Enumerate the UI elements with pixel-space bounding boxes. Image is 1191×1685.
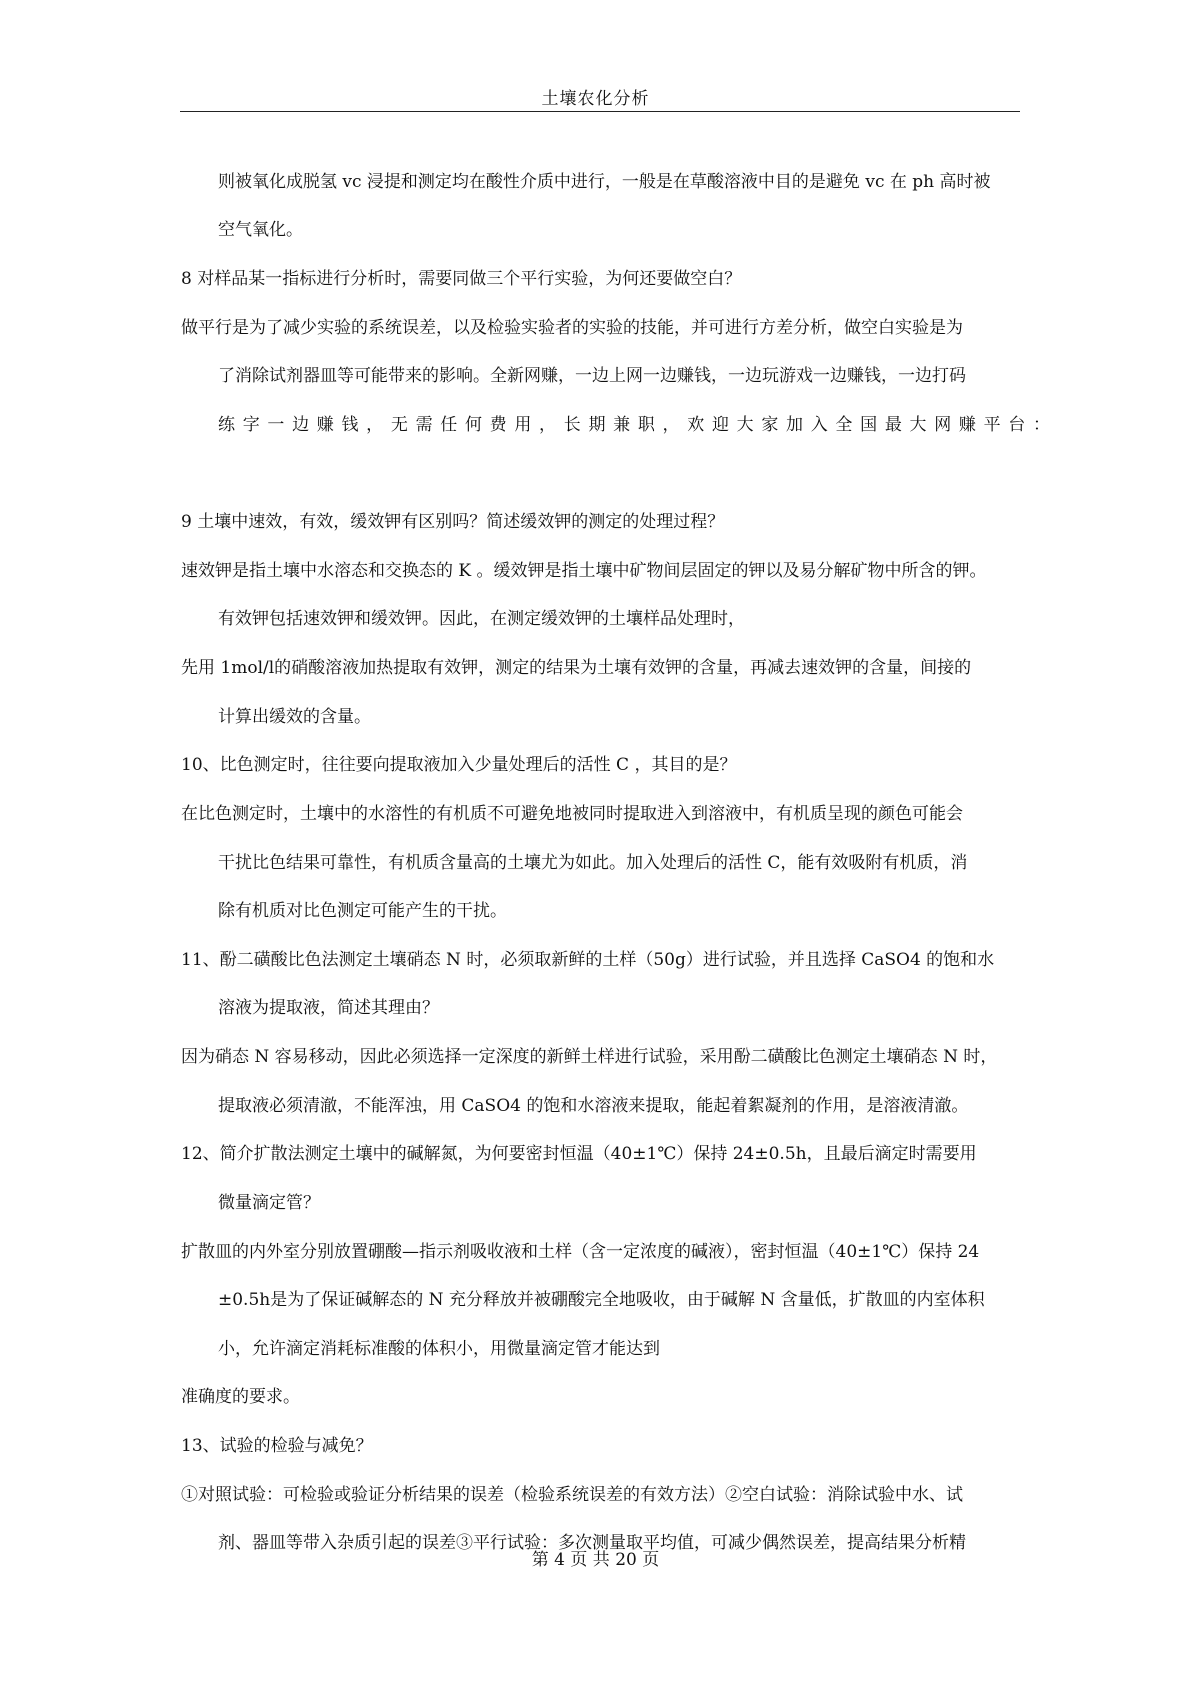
text-line: 干扰比色结果可靠性，有机质含量高的土壤尤为如此。加入处理后的活性 C，能有效吸附有机质，消 bbox=[218, 853, 968, 873]
header-rule bbox=[180, 111, 1020, 112]
text-line: 练字一边赚钱，无需任何费用，长期兼职，欢迎大家加入全国最大网赚平台： bbox=[218, 415, 1050, 435]
text-line: 因为硝态 N 容易移动，因此必须选择一定深度的新鲜土样进行试验，采用酚二磺酸比色测定土壤硝态 N 时， bbox=[181, 1047, 998, 1067]
text-line: 扩散皿的内外室分别放置硼酸—指示剂吸收液和土样（含一定浓度的碱液），密封恒温（40±1℃）保持 24 bbox=[181, 1242, 980, 1262]
text-line: 空气氧化。 bbox=[218, 220, 303, 240]
text-line: 有效钾包括速效钾和缓效钾。因此，在测定缓效钾的土壤样品处理时， bbox=[218, 609, 745, 629]
text-line: 在比色测定时，土壤中的水溶性的有机质不可避免地被同时提取进入到溶液中，有机质呈现的颜色可能会 bbox=[181, 804, 963, 824]
text-line: 先用 1mol/l的硝酸溶液加热提取有效钾，测定的结果为土壤有效钾的含量，再减去速效钾的含量，间接的 bbox=[181, 658, 972, 678]
text-line: 做平行是为了减少实验的系统误差，以及检验实验者的实验的技能，并可进行方差分析，做空白实验是为 bbox=[181, 318, 963, 338]
text-line: ±0.5h是为了保证碱解态的 N 充分释放并被硼酸完全地吸收，由于碱解 N 含量低，扩散皿的内室体积 bbox=[218, 1290, 985, 1310]
text-line: 速效钾是指土壤中水溶态和交换态的 K 。缓效钾是指土壤中矿物间层固定的钾以及易分解矿物中所含的钾。 bbox=[181, 561, 987, 581]
page-number: 第 4 页 共 20 页 bbox=[531, 1550, 660, 1570]
text-line: 了消除试剂器皿等可能带来的影响。全新网赚，一边上网一边赚钱，一边玩游戏一边赚钱，一边打码 bbox=[218, 366, 966, 386]
text-line: 提取液必须清澈，不能浑浊，用 CaSO4 的饱和水溶液来提取，能起着絮凝剂的作用，是溶液清澈。 bbox=[218, 1096, 969, 1116]
text-line: 小，允许滴定消耗标准酸的体积小，用微量滴定管才能达到 bbox=[218, 1339, 660, 1359]
text-line: ①对照试验：可检验或验证分析结果的误差（检验系统误差的有效方法）②空白试验：消除试验中水、试 bbox=[181, 1485, 963, 1505]
text-line: 除有机质对比色测定可能产生的干扰。 bbox=[218, 901, 507, 921]
question-heading: 9 土壤中速效，有效，缓效钾有区别吗？简述缓效钾的测定的处理过程？ bbox=[181, 512, 725, 532]
page-header-title: 土壤农化分析 bbox=[541, 89, 650, 109]
question-heading: 10、比色测定时，往往要向提取液加入少量处理后的活性 C ，其目的是？ bbox=[181, 755, 737, 775]
text-line: 计算出缓效的含量。 bbox=[218, 707, 371, 727]
question-heading: 12、简介扩散法测定土壤中的碱解氮，为何要密封恒温（40±1℃）保持 24±0.5h，且最后滴定时需要用 bbox=[181, 1144, 977, 1164]
text-line: 则被氧化成脱氢 vc 浸提和测定均在酸性介质中进行，一般是在草酸溶液中目的是避免 vc 在 ph 高时被 bbox=[218, 172, 991, 192]
question-heading: 溶液为提取液，简述其理由？ bbox=[218, 998, 439, 1018]
question-heading: 微量滴定管？ bbox=[218, 1193, 320, 1213]
text-line: 准确度的要求。 bbox=[181, 1387, 300, 1407]
text-line: 剂、器皿等带入杂质引起的误差③平行试验：多次测量取平均值，可减少偶然误差，提高结果分析精 bbox=[218, 1533, 966, 1553]
question-heading: 8 对样品某一指标进行分析时，需要同做三个平行实验，为何还要做空白？ bbox=[181, 269, 742, 289]
question-heading: 13、试验的检验与减免？ bbox=[181, 1436, 373, 1456]
question-heading: 11、酚二磺酸比色法测定土壤硝态 N 时，必须取新鲜的土样（50g）进行试验，并且选择 CaSO4 的饱和水 bbox=[181, 950, 995, 970]
